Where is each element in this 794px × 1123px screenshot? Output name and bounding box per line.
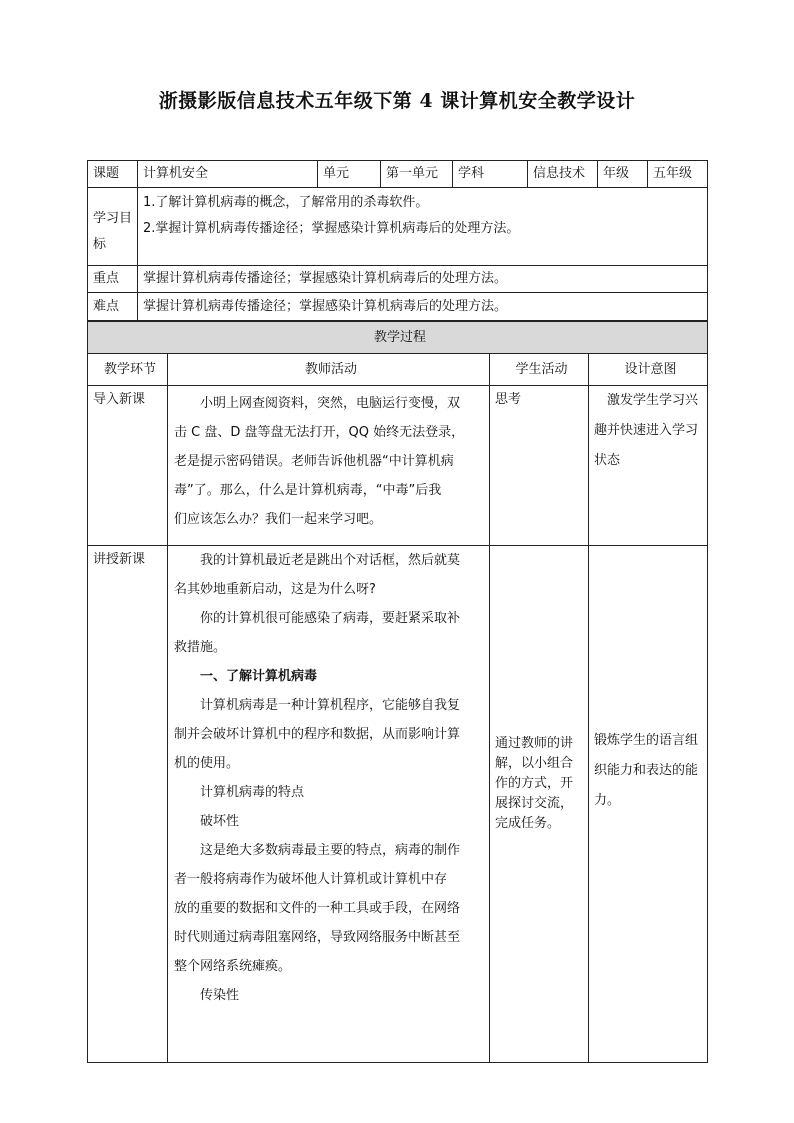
teacher-line: 你的计算机很可能感染了病毒，要赶紧采取补 bbox=[200, 611, 461, 626]
teacher-line: 我的计算机最近老是跳出个对话框，然后就莫 bbox=[200, 553, 461, 568]
unit-label: 单元 bbox=[318, 161, 381, 188]
goal-item: 1.了解计算机病毒的概念，了解常用的杀毒软件。 bbox=[143, 195, 429, 210]
teacher-line: 破坏性 bbox=[200, 814, 240, 829]
teacher-line: 救措施。 bbox=[174, 640, 227, 655]
process-row-intro bbox=[88, 386, 708, 546]
key-label: 重点 bbox=[88, 266, 138, 293]
topic-value: 计算机安全 bbox=[138, 161, 318, 188]
teacher-line: 名其妙地重新启动，这是为什么呀? bbox=[174, 582, 376, 597]
info-row-difficulty bbox=[88, 293, 708, 321]
teacher-line: 们应该怎么办？我们一起来学习吧。 bbox=[174, 512, 383, 527]
teacher-line: 机的使用。 bbox=[174, 756, 240, 771]
teacher-line: 这是绝大多数病毒最主要的特点，病毒的制作 bbox=[200, 843, 461, 858]
teacher-line: 老是提示密码错误。老师告诉他机器“中计算机病 bbox=[174, 454, 454, 469]
col-design-header: 设计意图 bbox=[589, 354, 708, 386]
teacher-activity bbox=[168, 546, 490, 1063]
process-header-row bbox=[88, 322, 708, 354]
teacher-line: 小明上网查阅资料，突然，电脑运行变慢，双 bbox=[200, 396, 461, 411]
difficulty-value: 掌握计算机病毒传播途径；掌握感染计算机病毒后的处理方法。 bbox=[138, 293, 708, 321]
student-activity: 通过教师的讲解，以小组合作的方式，开展探讨交流，完成任务。 bbox=[490, 546, 589, 1063]
info-row-topic bbox=[88, 161, 708, 188]
grade-label: 年级 bbox=[598, 161, 648, 188]
process-header: 教学过程 bbox=[88, 322, 708, 354]
key-value: 掌握计算机病毒传播途径；掌握感染计算机病毒后的处理方法。 bbox=[138, 266, 708, 293]
design-intent: 锻炼学生的语言组织能力和表达的能力。 bbox=[589, 546, 708, 1063]
teacher-line: 击 C 盘、D 盘等盘无法打开，QQ 始终无法登录， bbox=[174, 425, 465, 440]
teacher-line: 计算机病毒的特点 bbox=[200, 785, 305, 800]
teacher-line: 计算机病毒是一种计算机程序，它能够自我复 bbox=[200, 698, 461, 713]
grade-value: 五年级 bbox=[648, 161, 708, 188]
lesson-info-table bbox=[87, 160, 708, 321]
teacher-line: 传染性 bbox=[200, 988, 240, 1003]
info-row-key bbox=[88, 266, 708, 293]
goals-list bbox=[138, 188, 708, 266]
col-student-header: 学生活动 bbox=[490, 354, 589, 386]
teacher-line: 者一般将病毒作为破坏他人计算机或计算机中存 bbox=[174, 872, 448, 887]
section-heading: 一、了解计算机病毒 bbox=[200, 669, 318, 684]
difficulty-label: 难点 bbox=[88, 293, 138, 321]
stage-cell: 讲授新课 bbox=[88, 546, 168, 1063]
info-row-goals bbox=[88, 188, 708, 266]
teacher-line: 时代则通过病毒阻塞网络，导致网络服务中断甚至 bbox=[174, 930, 461, 945]
topic-label: 课题 bbox=[88, 161, 138, 188]
design-intent: 激发学生学习兴趣并快速进入学习状态 bbox=[589, 386, 708, 546]
teacher-line: 放的重要的数据和文件的一种工具或手段，在网络 bbox=[174, 901, 461, 916]
process-columns-row bbox=[88, 354, 708, 386]
subject-value: 信息技术 bbox=[528, 161, 598, 188]
subject-label: 学科 bbox=[453, 161, 528, 188]
document-title: 浙摄影版信息技术五年级下第 4 课计算机安全教学设计 bbox=[158, 90, 636, 112]
teacher-activity bbox=[168, 386, 490, 546]
teacher-line: 整个网络系统瘫痪。 bbox=[174, 959, 292, 974]
goal-item: 2.掌握计算机病毒传播途径；掌握感染计算机病毒后的处理方法。 bbox=[143, 221, 520, 236]
teacher-line: 毒”了。那么，什么是计算机病毒，“中毒”后我 bbox=[174, 483, 442, 498]
teacher-line: 制并会破坏计算机中的程序和数据，从而影响计算 bbox=[174, 727, 461, 742]
goals-label: 学习目标 bbox=[88, 188, 138, 266]
teaching-process-table bbox=[87, 321, 708, 1063]
stage-cell: 导入新课 bbox=[88, 386, 168, 546]
col-stage-header: 教学环节 bbox=[88, 354, 168, 386]
student-activity: 思考 bbox=[490, 386, 589, 546]
process-row-teaching bbox=[88, 546, 708, 1063]
unit-value: 第一单元 bbox=[381, 161, 453, 188]
col-teacher-header: 教师活动 bbox=[168, 354, 490, 386]
